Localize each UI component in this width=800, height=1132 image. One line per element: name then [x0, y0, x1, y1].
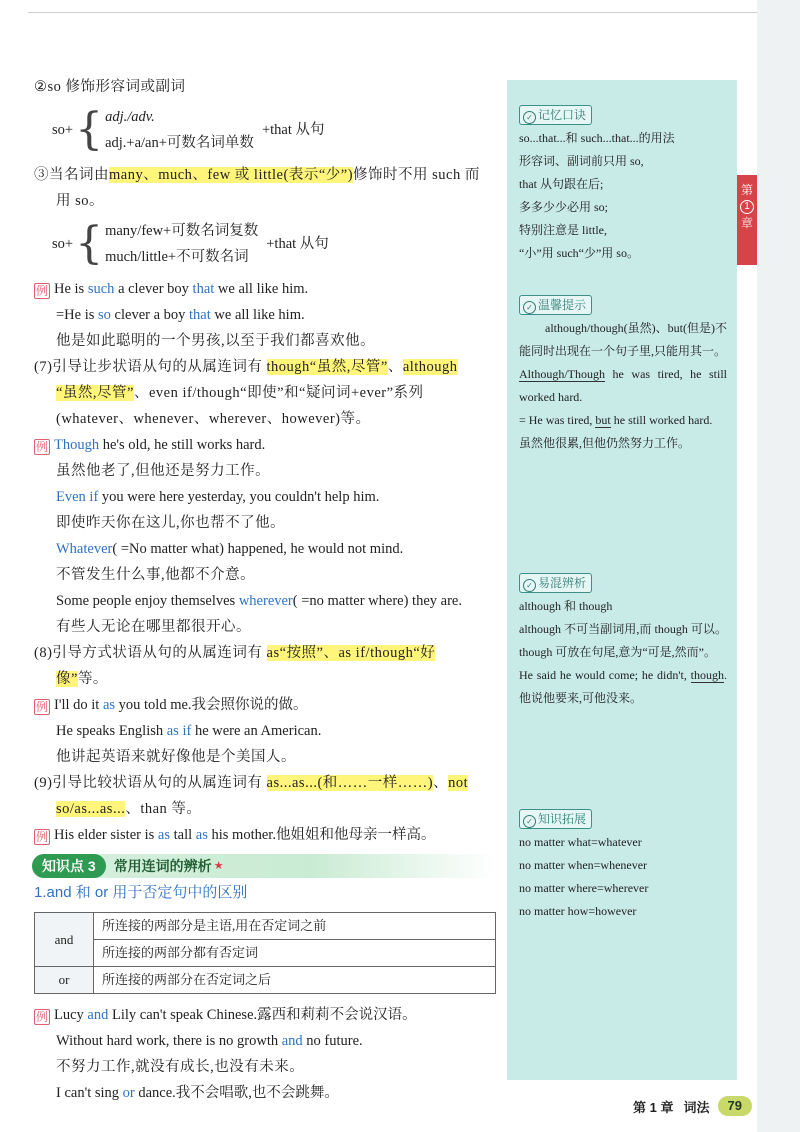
table-cell: 所连接的两部分在否定词之后	[94, 967, 496, 994]
formula2-line-1: many/few+可数名词复数	[105, 223, 259, 239]
s7-text: 、	[387, 359, 403, 375]
ex-keyword: that	[189, 307, 211, 323]
tip-text: although/though(虽然)、but(但是)不能同时出现在一个句子里,只能用其一。	[519, 321, 727, 358]
s8-text: (8)引导方式状语从句的从属连词有	[34, 645, 267, 661]
page-footer	[633, 1096, 752, 1116]
ex-text: his mother.他姐姐和他母亲一样高。	[207, 827, 436, 843]
s9-highlight: not	[448, 775, 469, 791]
sidebar-panel	[507, 80, 737, 1080]
table-cell: 所连接的两部分都有否定词	[94, 940, 496, 967]
confuse-text: .他说他要来,可他没来。	[519, 668, 727, 705]
ex-text: we all like him.	[210, 307, 305, 323]
chapter-tab-char: 章	[740, 216, 753, 230]
s7-highlight: though“虽然,尽管”	[266, 359, 388, 375]
expand-line: no matter what=whatever	[519, 835, 642, 849]
ex-text: ( =No matter what) happened, he would not mind.	[112, 541, 404, 557]
ex-text: I can't sing	[56, 1085, 123, 1101]
ex-text: Some people enjoy themselves	[56, 593, 239, 609]
example-icon: 例	[35, 440, 48, 454]
confuse-body: although 不可当副词用,而 though 可以。though 可放在句尾,意为“可是,然而”。	[519, 622, 727, 659]
confuse-example	[519, 664, 727, 710]
section-7-cont	[34, 380, 500, 406]
main-column	[34, 74, 500, 1106]
section-8-cont	[34, 666, 500, 692]
compare-icon: ✓	[523, 579, 536, 592]
section-9-cont	[34, 796, 500, 822]
s7-text: (7)引导让步状语从句的从属连词有	[34, 359, 267, 375]
example-1-translation: 他是如此聪明的一个男孩,以至于我们都喜欢他。	[56, 333, 376, 349]
knowledge-point-title: 常用连词的辨析	[113, 858, 212, 874]
section-9	[34, 770, 500, 796]
example-3-translation: 即使昨天你在这儿,你也帮不了他。	[56, 515, 286, 531]
confuse-heading: although 和 though	[519, 599, 613, 613]
knowledge-point-header	[32, 854, 497, 878]
ex-text: you told me.我会照你说的做。	[115, 697, 308, 713]
s7-text: 、even if/though“即使”和“疑问词+ever”系列	[134, 385, 424, 401]
memo-tag	[519, 105, 592, 125]
example-7-translation: 他讲起英语来就好像他是个美国人。	[56, 749, 296, 765]
ex-text: Lucy	[54, 1007, 88, 1023]
expand-tag-label: 知识拓展	[538, 812, 587, 826]
s9-text: 、	[433, 775, 449, 791]
expand-line: no matter how=however	[519, 904, 637, 918]
example-icon: 例	[35, 284, 48, 298]
tip-text-part: = He was tired,	[519, 413, 596, 427]
tip-underlined: Although/Though	[519, 367, 605, 381]
tip-text-part: he was tired, he still worked hard.	[519, 367, 727, 404]
example-9	[34, 1002, 500, 1028]
expand-section	[519, 808, 727, 923]
confuse-tag-label: 易混辨析	[538, 576, 587, 590]
comparison-table	[34, 912, 496, 994]
s9-highlight: as...as...(和……一样……)	[266, 775, 434, 791]
brace-icon: {	[75, 104, 104, 155]
s8-text: 等。	[77, 671, 108, 687]
ex-keyword: such	[87, 281, 115, 297]
chapter-tab-number: 1	[740, 200, 754, 214]
expand-line: no matter when=whenever	[519, 858, 648, 872]
ex-text: He is	[54, 281, 88, 297]
ex-text: you were here yesterday, you couldn't help him.	[98, 489, 380, 505]
so-formula-2	[52, 218, 500, 270]
table-key: or	[35, 967, 94, 994]
memo-line: 形容词、副词前只用 so,	[519, 154, 644, 168]
table-row	[35, 913, 496, 940]
s9-highlight: so/as...as...	[56, 801, 126, 817]
ex-text: a clever boy	[114, 281, 193, 297]
example-4	[34, 536, 500, 562]
tip-tag	[519, 295, 592, 315]
ex-text: we all like him.	[214, 281, 309, 297]
example-8	[34, 822, 500, 848]
example-2-translation: 虽然他老了,但他还是努力工作。	[56, 463, 271, 479]
memo-tag-label: 记忆口诀	[538, 108, 587, 122]
example-6	[34, 692, 500, 718]
tip-example-2	[519, 409, 727, 432]
ex-text: Lily can't speak Chinese.露西和莉莉不会说汉语。	[108, 1007, 417, 1023]
ex-keyword: as	[157, 827, 170, 843]
memo-line: 多多少少必用 so;	[519, 200, 609, 214]
formula-prefix: so+	[52, 122, 74, 138]
item3-text-2: 修饰时不用 such 而	[353, 167, 480, 183]
expand-icon: ✓	[523, 815, 536, 828]
ex-text: =He is	[56, 307, 99, 323]
confuse-text: He said he would come; he didn't,	[519, 668, 691, 682]
example-1b	[34, 302, 500, 328]
tip-section	[519, 294, 727, 455]
chapter-tab-char: 第	[740, 183, 753, 197]
expand-line: no matter where=wherever	[519, 881, 649, 895]
example-5	[34, 588, 500, 614]
ex-text: he were an American.	[191, 723, 322, 739]
example-5-translation: 有些人无论在哪里都很开心。	[56, 619, 251, 635]
example-2	[34, 432, 500, 458]
s7-highlight: “虽然,尽管”	[56, 385, 134, 401]
item3-text: ③当名词由	[34, 167, 109, 183]
formula-stack	[105, 104, 254, 156]
tip-underlined: but	[595, 413, 611, 427]
s7-highlight: although	[402, 359, 458, 375]
example-10	[34, 1028, 500, 1054]
ex-keyword: and	[281, 1033, 303, 1049]
ex-keyword: wherever	[238, 593, 293, 609]
tip-text-part: he still worked hard.	[610, 413, 713, 427]
item3-cont: 用 so。	[56, 193, 105, 209]
ex-text: clever a boy	[110, 307, 190, 323]
item3-highlight: many、much、few 或 little(表示“少”)	[109, 167, 354, 183]
formula-line-2: adj.+a/an+可数名词单数	[105, 135, 254, 151]
memo-line: 特别注意是 little,	[519, 223, 607, 237]
example-11	[34, 1080, 500, 1106]
ex-keyword: and	[87, 1007, 109, 1023]
section-8	[34, 640, 500, 666]
formula2-prefix: so+	[52, 236, 74, 252]
ex-keyword: as if	[166, 723, 192, 739]
expand-tag	[519, 809, 592, 829]
ex-keyword: Though	[54, 437, 100, 453]
ex-keyword: Whatever	[56, 541, 113, 557]
footer-title: 词法	[683, 1099, 710, 1115]
bulb-icon: ✓	[523, 111, 536, 124]
formula-tail: +that 从句	[261, 122, 325, 138]
star-icon: ★	[213, 860, 224, 872]
ex-keyword: that	[192, 281, 215, 297]
page-number: 79	[718, 1096, 752, 1116]
formula2-line-2: much/little+不可数名词	[105, 249, 249, 265]
example-icon: 例	[35, 700, 48, 714]
so-formula	[52, 104, 500, 156]
ex-text: ( =no matter where) they are.	[292, 593, 462, 609]
table-cell: 所连接的两部分是主语,用在否定词之前	[94, 913, 496, 940]
table-key: and	[35, 913, 94, 967]
ex-text: no future.	[302, 1033, 363, 1049]
ex-keyword: or	[122, 1085, 135, 1101]
s8-highlight: 像”	[56, 671, 78, 687]
example-4-translation: 不管发生什么事,他都不介意。	[56, 567, 256, 583]
s9-text: (9)引导比较状语从句的从属连词有	[34, 775, 267, 791]
so-heading: ②so 修饰形容词或副词	[34, 79, 186, 95]
section-7-cont-2: (whatever、whenever、wherever、however)等。	[56, 411, 371, 427]
table-row	[35, 967, 496, 994]
tip-translation: 虽然他很累,但他仍然努力工作。	[519, 436, 691, 450]
example-icon: 例	[35, 830, 48, 844]
ex-keyword: so	[98, 307, 111, 323]
item3	[34, 162, 500, 188]
s9-text: 、than 等。	[125, 801, 202, 817]
page-edge-strip	[757, 0, 800, 1132]
tip-tag-label: 温馨提示	[538, 298, 587, 312]
tip-icon: ✓	[523, 301, 536, 314]
brace-icon: {	[75, 218, 104, 269]
ex-text: I'll do it	[54, 697, 103, 713]
formula-line-1: adj./adv.	[105, 109, 155, 125]
example-icon: 例	[35, 1010, 48, 1024]
memo-line: so...that...和 such...that...的用法	[519, 131, 675, 145]
example-1	[34, 276, 500, 302]
example-3	[34, 484, 500, 510]
ex-text: he's old, he still works hard.	[99, 437, 266, 453]
s8-highlight: as“按照”、as if/though“好	[266, 645, 436, 661]
formula2-stack	[105, 218, 258, 270]
memo-line: “小”用 such“少”用 so。	[519, 246, 639, 260]
memo-section	[519, 104, 727, 265]
ex-keyword: as	[102, 697, 116, 713]
ex-text: dance.我不会唱歌,也不会跳舞。	[134, 1085, 339, 1101]
section-7	[34, 354, 500, 380]
table-row	[35, 940, 496, 967]
example-10-translation: 不努力工作,就没有成长,也没有未来。	[56, 1059, 305, 1075]
example-7	[34, 718, 500, 744]
top-rule	[28, 12, 772, 13]
formula2-tail: +that 从句	[266, 236, 329, 252]
chapter-tab[interactable]	[737, 175, 757, 265]
footer-chapter: 第 1 章	[633, 1099, 674, 1115]
confuse-section	[519, 572, 727, 710]
confuse-tag	[519, 573, 592, 593]
ex-text: Without hard work, there is no growth	[56, 1033, 282, 1049]
ex-keyword: as	[195, 827, 208, 843]
knowledge-point-tag: 知识点 3	[32, 854, 106, 878]
ex-keyword: Even if	[56, 489, 99, 505]
memo-line: that 从句跟在后;	[519, 177, 604, 191]
ex-text: He speaks English	[56, 723, 167, 739]
subsection-heading: 1.and 和 or 用于否定句中的区别	[34, 884, 248, 901]
tip-example-1	[519, 363, 727, 409]
ex-text: His elder sister is	[54, 827, 158, 843]
ex-text: tall	[170, 827, 196, 843]
confuse-underlined: though	[690, 668, 724, 682]
